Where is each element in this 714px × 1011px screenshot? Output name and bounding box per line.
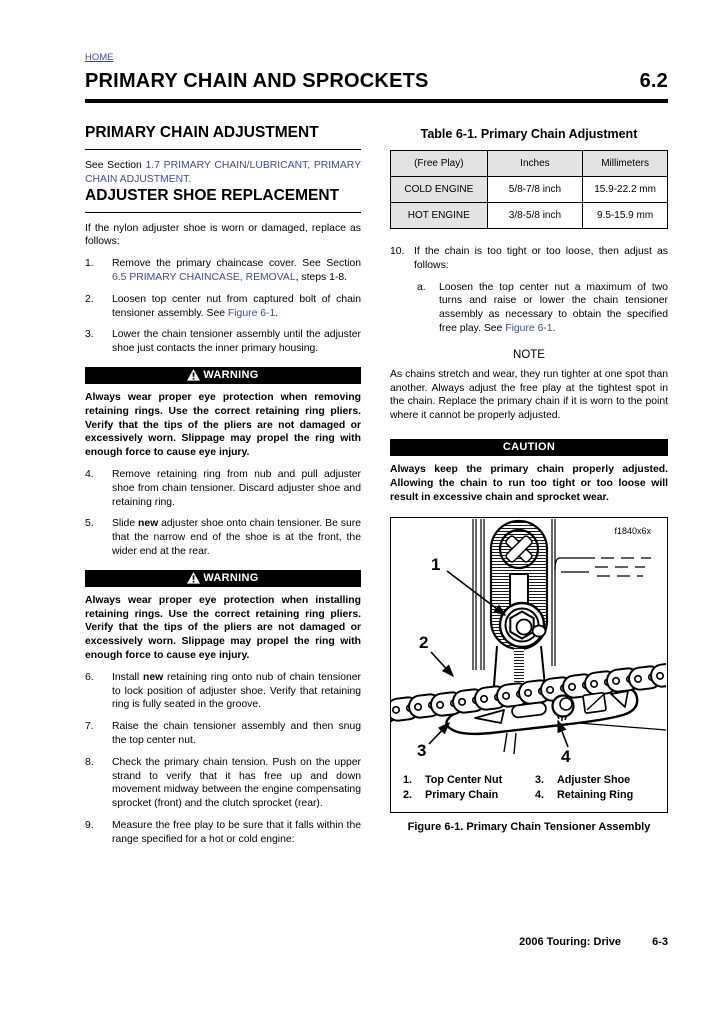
callout-4: 4 (561, 747, 571, 767)
table-row: COLD ENGINE 5/8-7/8 inch 15.9-22.2 mm (391, 177, 668, 203)
section-number: 6.2 (639, 70, 668, 92)
callout-1: 1 (431, 555, 441, 575)
figure-6-1-link[interactable]: Figure 6-1 (505, 322, 553, 334)
warning-triangle-icon (187, 369, 200, 381)
warning-bar-1 (85, 367, 361, 384)
header-rule (85, 99, 668, 103)
step-3: 3. Lower the chain tensioner assembly until the adjuster shoe just contacts the inner primary housing. (85, 329, 361, 355)
heading-adjuster-shoe-replacement: ADJUSTER SHOE REPLACEMENT (85, 187, 361, 213)
col-header-millimeters: Millimeters (583, 151, 668, 177)
home-link[interactable]: HOME (85, 52, 114, 63)
table-header-row (391, 151, 668, 177)
legend-item: 1. Top Center Nut (403, 774, 503, 787)
footer-page-number: 6-3 (652, 936, 668, 948)
note-text: As chains stretch and wear, they run tighter at one spot than another. Always adjust the free play at the tightest spot in the chain. Replace the primary chain if it is worn to the point where it cannot be properly adjusted. (390, 368, 668, 422)
caution-label: CAUTION (502, 441, 556, 454)
free-play-table (390, 150, 668, 229)
caution-text: Always keep the primary chain properly adjusted. Allowing the chain to run too tight or too loose will result in excessive chain and sprocket wear. (390, 463, 668, 503)
footer-title: 2006 Touring: Drive (519, 936, 622, 948)
page-title: PRIMARY CHAIN AND SPROCKETS (85, 70, 429, 92)
caution-bar (390, 439, 668, 456)
step-5: 5. Slide new adjuster shoe onto chain tensioner. Be sure that the narrow end of the shoe is at the front, the wider end at the rear. (85, 518, 361, 557)
callout-2: 2 (419, 633, 429, 653)
step-4: 4. Remove retaining ring from nub and pull adjuster shoe from chain tensioner. Discard adjuster shoe and retaining ring. (85, 468, 361, 508)
figure-code: f1840x6x (614, 526, 651, 537)
tensioner-assembly-drawing (391, 518, 666, 768)
step-6: 6. Install new retaining ring onto nub of chain tensioner to lock position of adjuster shoe. Verify that retaining ring is fully seated in the groove. (85, 671, 362, 711)
step-10: 10. If the chain is too tight or too loose, then adjust as follows: (390, 246, 668, 271)
col-header-free-play: (Free Play) (391, 151, 488, 177)
step-2: 2. Loosen top center nut from captured bolt of chain tensioner assembly. See Figure 6-1. (85, 293, 361, 319)
note-label: NOTE (513, 348, 545, 361)
heading-primary-chain-adjustment: PRIMARY CHAIN ADJUSTMENT (85, 124, 361, 150)
step-10a: a. Loosen the top center nut a maximum of two turns and raise or lower the chain tensioner assembly as necessary to obtain the specified free play. See Figure 6-1. (417, 281, 668, 334)
see-section-paragraph: See Section 1.7 PRIMARY CHAIN/LUBRICANT, PRIMARY CHAIN ADJUSTMENT. (85, 160, 362, 185)
warning-label: WARNING (203, 369, 259, 382)
figure-6-1 (390, 517, 668, 813)
warning-1-text: Always wear proper eye protection when removing retaining rings. Use the correct retaining ring pliers. Verify that the tips of the pliers are not damaged or excessively worn. Slippage may propel the ring with enough force to cause eye injury. (85, 391, 361, 459)
warning-bar-2 (85, 570, 361, 587)
page-footer (85, 936, 668, 948)
intro-paragraph: If the nylon adjuster shoe is worn or damaged, replace as follows: (85, 222, 361, 248)
figure-caption: Figure 6-1. Primary Chain Tensioner Assembly (407, 821, 651, 834)
col-header-inches: Inches (487, 151, 583, 177)
legend-item: 2. Primary Chain (403, 789, 499, 802)
step-7: 7. Raise the chain tensioner assembly and then snug the top center nut. (85, 721, 361, 746)
section-6-5-link[interactable]: 6.5 PRIMARY CHAINCASE, REMOVAL (112, 271, 296, 283)
table-row: HOT ENGINE 3/8-5/8 inch 9.5-15.9 mm (391, 203, 668, 229)
warning-2-text: Always wear proper eye protection when installing retaining rings. Use the correct retaining ring pliers. Verify that the tips of the pliers are not damaged or excessively worn. Slippage may propel the ring with enough force to cause eye injury. (85, 594, 361, 661)
page-header (85, 70, 668, 93)
section-1-7-link[interactable]: 1.7 PRIMARY CHAIN/LUBRICANT, PRIMARY CHAIN ADJUSTMENT. (85, 160, 362, 185)
step-9: 9. Measure the free play to be sure that it falls within the range specified for a hot or cold engine: (85, 819, 361, 845)
warning-label: WARNING (203, 572, 259, 585)
table-title: Table 6-1. Primary Chain Adjustment (420, 127, 638, 141)
legend-item: 3. Adjuster Shoe (535, 774, 631, 787)
step-1: 1. Remove the primary chaincase cover. See Section 6.5 PRIMARY CHAINCASE, REMOVAL, steps 1-8. (85, 258, 361, 283)
figure-6-1-link[interactable]: Figure 6-1 (227, 307, 276, 319)
callout-3: 3 (417, 741, 427, 761)
step-8: 8. Check the primary chain tension. Push on the upper strand to verify that it has free up and down movement midway between the engine compensating sprocket (front) and the clutch sprocket (rear). (85, 756, 361, 810)
legend-item: 4. Retaining Ring (535, 789, 634, 802)
figure-legend (391, 773, 667, 812)
warning-triangle-icon (187, 572, 200, 584)
